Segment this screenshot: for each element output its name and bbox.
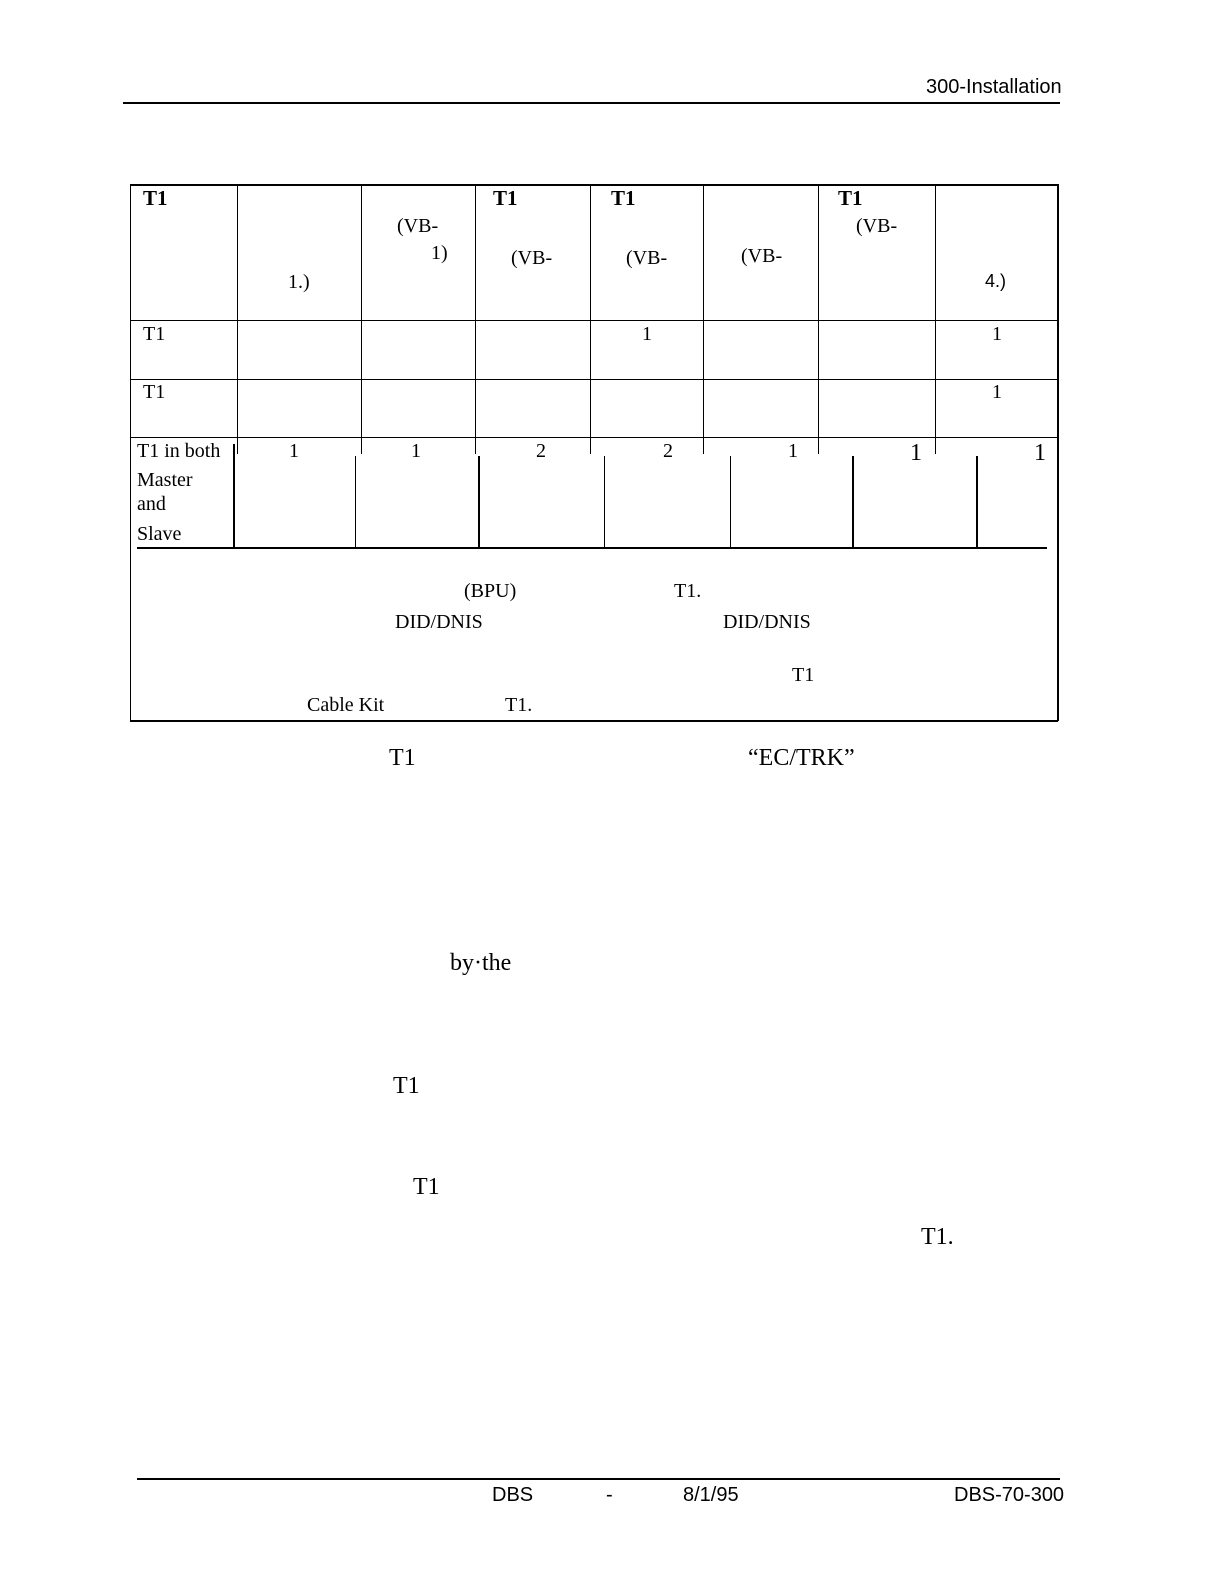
hdr-col8-note: 4.) [985,271,1007,291]
hdr-col4-t1: T1 [493,186,518,210]
body-by-the: by·the [450,950,512,976]
note-t1-a: T1. [674,580,702,602]
header-rule [123,102,1060,104]
row2-col8-value: 1 [992,323,1002,345]
row4-label-line3: and [137,493,166,515]
row4-label-line2: Master [137,469,193,491]
header-section-title: 300-Installation [926,76,1062,98]
body-t1-3: T1 [413,1174,440,1200]
hdr-col6-vb: (VB- [741,245,783,267]
hdr-col7-t1: T1 [838,186,863,210]
footer-doc-number: DBS-70-300 [954,1484,1065,1506]
row4-value: 1 [411,440,421,462]
hdr-col2-note: 1.) [288,271,310,293]
row4-value: 1 [910,440,922,466]
row4-value: 2 [663,440,673,462]
hdr-col1-t1: T1 [143,186,168,210]
hdr-col5-vb: (VB- [626,247,668,269]
row4-value: 1 [788,440,798,462]
row4-value: 1 [1034,440,1046,466]
footer-dash: - [606,1484,613,1506]
note-bpu: (BPU) [464,580,517,602]
row4-value: 2 [536,440,546,462]
row3-label: T1 [143,381,166,403]
note-t1-c: T1. [505,694,533,716]
note-cable-kit: Cable Kit [307,694,385,716]
row4-value: 1 [289,440,299,462]
note-t1-b: T1 [792,664,815,686]
footer-date: 8/1/95 [683,1484,739,1506]
hdr-col3-1: 1) [431,242,448,264]
hdr-col4-vb: (VB- [511,247,553,269]
row2-label: T1 [143,323,166,345]
body-ec-trk: “EC/TRK” [748,745,855,771]
body-t1-2: T1 [393,1073,420,1099]
row3-col8-value: 1 [992,381,1002,403]
row4-label-line4: Slave [137,523,182,545]
note-did-dnis-a: DID/DNIS [395,611,483,633]
row4-label-line1: T1 in both [137,440,221,462]
hdr-col5-t1: T1 [611,186,636,210]
body-t1-1: T1 [389,745,416,771]
hdr-col7-vb: (VB- [856,215,898,237]
hdr-col3-vb: (VB- [397,215,439,237]
footer-dbs: DBS [492,1484,534,1506]
footer-rule [137,1478,1060,1480]
row2-col5-value: 1 [642,323,652,345]
note-did-dnis-b: DID/DNIS [723,611,811,633]
body-t1-4: T1. [921,1224,954,1250]
